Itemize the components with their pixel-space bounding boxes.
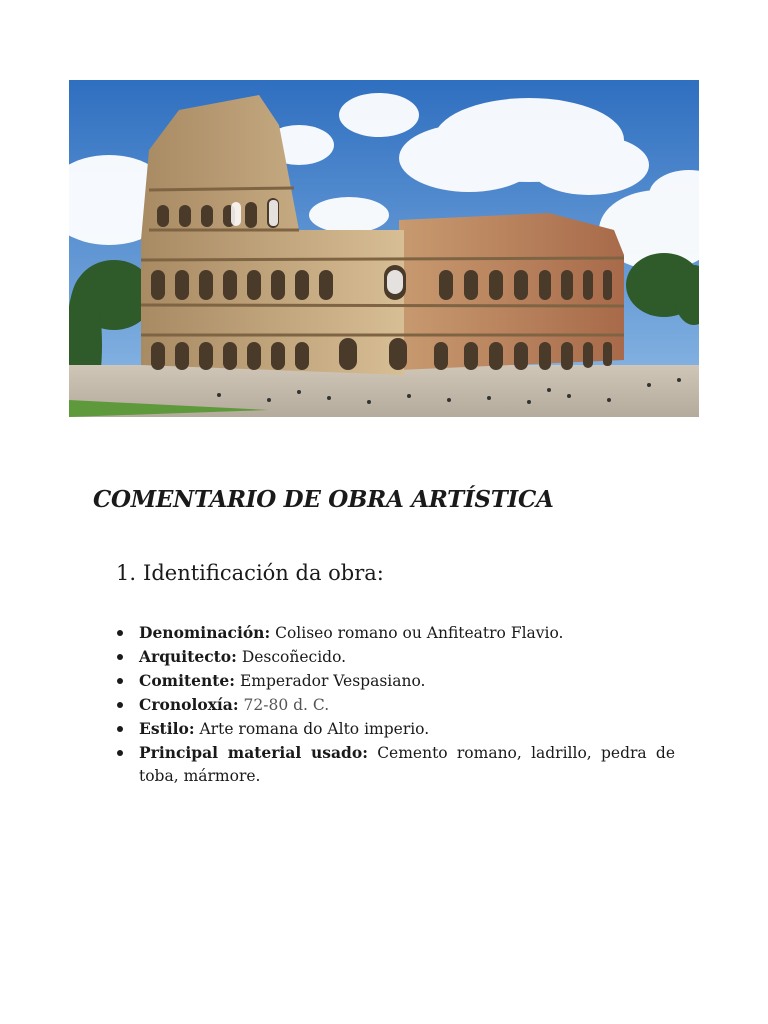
list-item	[115, 645, 675, 669]
bullet-icon	[117, 750, 123, 756]
bullet-icon	[117, 630, 123, 636]
colosseum-photo	[69, 80, 699, 417]
detail-label: Comitente:	[139, 671, 235, 690]
section-number: 1.	[116, 561, 137, 585]
detail-value: Emperador Vespasiano.	[239, 672, 426, 690]
detail-label: Denominación:	[139, 623, 271, 642]
detail-value: Descoñecido.	[241, 648, 347, 666]
detail-label: Estilo:	[139, 719, 195, 738]
detail-value: 72-80 d. C.	[243, 696, 330, 714]
detail-label: Principal material usado:	[139, 743, 368, 762]
document-title: COMENTARIO DE OBRA ARTÍSTICA	[93, 486, 554, 513]
list-item	[115, 717, 675, 741]
detail-label: Cronoloxía:	[139, 695, 239, 714]
bullet-icon	[117, 702, 123, 708]
detail-label: Arquitecto:	[139, 647, 237, 666]
bullet-icon	[117, 654, 123, 660]
list-item	[115, 693, 675, 717]
detail-value: Cemento romano, ladrillo, pedra de toba, mármore.	[139, 744, 675, 785]
list-item	[115, 741, 675, 788]
list-item	[115, 621, 675, 645]
details-list	[115, 621, 675, 788]
section-heading-text: Identificación da obra:	[143, 561, 384, 585]
detail-value: Coliseo romano ou Anfiteatro Flavio.	[275, 624, 564, 642]
bullet-icon	[117, 726, 123, 732]
section-heading	[116, 561, 384, 585]
detail-value: Arte romana do Alto imperio.	[199, 720, 430, 738]
list-item	[115, 669, 675, 693]
bullet-icon	[117, 678, 123, 684]
